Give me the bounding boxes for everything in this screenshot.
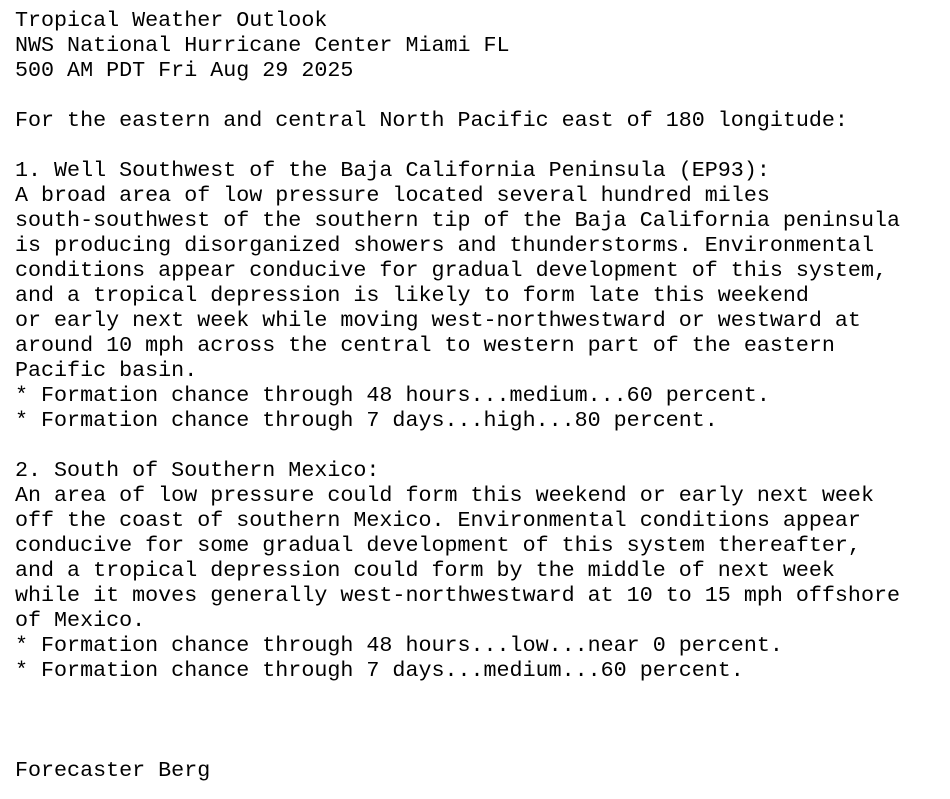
section-1-formation-chance-7day: * Formation chance through 7 days...high...80 percent.: [15, 408, 718, 433]
section-1-body-line: around 10 mph across the central to western part of the eastern: [15, 333, 835, 358]
section-1-heading: 1. Well Southwest of the Baja California Peninsula (EP93):: [15, 158, 770, 183]
issuance-time: 500 AM PDT Fri Aug 29 2025: [15, 58, 354, 83]
section-2-body-line: conducive for some gradual development of this system thereafter,: [15, 533, 861, 558]
blank-line: [15, 433, 935, 458]
section-2-body-line: while it moves generally west-northwestward at 10 to 15 mph offshore: [15, 583, 900, 608]
section-2-body-line: of Mexico.: [15, 608, 146, 633]
blank-line: [15, 83, 935, 108]
section-1-body-line: is producing disorganized showers and thunderstorms. Environmental: [15, 233, 874, 258]
section-2-formation-chance-48h: * Formation chance through 48 hours...low...near 0 percent.: [15, 633, 783, 658]
section-2-heading: 2. South of Southern Mexico:: [15, 458, 380, 483]
section-2-formation-chance-7day: * Formation chance through 7 days...medium...60 percent.: [15, 658, 744, 683]
blank-line: [15, 708, 935, 733]
blank-line: [15, 133, 935, 158]
forecaster-signature: Forecaster Berg: [15, 758, 211, 783]
basin-scope-line: For the eastern and central North Pacific east of 180 longitude:: [15, 108, 848, 133]
section-1-body-line: or early next week while moving west-northwestward or westward at: [15, 308, 861, 333]
issuing-office: NWS National Hurricane Center Miami FL: [15, 33, 510, 58]
section-1-body-line: south-southwest of the southern tip of the Baja California peninsula: [15, 208, 900, 233]
section-2-body-line: and a tropical depression could form by the middle of next week: [15, 558, 835, 583]
section-1-body-line: and a tropical depression is likely to form late this weekend: [15, 283, 809, 308]
section-1-body-line: A broad area of low pressure located several hundred miles: [15, 183, 770, 208]
section-1-formation-chance-48h: * Formation chance through 48 hours...medium...60 percent.: [15, 383, 770, 408]
blank-line: [15, 683, 935, 708]
product-title: Tropical Weather Outlook: [15, 8, 328, 33]
section-1-body-line: Pacific basin.: [15, 358, 198, 383]
section-2-body-line: off the coast of southern Mexico. Environmental conditions appear: [15, 508, 861, 533]
blank-line: [15, 733, 935, 758]
section-2-body-line: An area of low pressure could form this weekend or early next week: [15, 483, 874, 508]
section-1-body-line: conditions appear conducive for gradual development of this system,: [15, 258, 887, 283]
